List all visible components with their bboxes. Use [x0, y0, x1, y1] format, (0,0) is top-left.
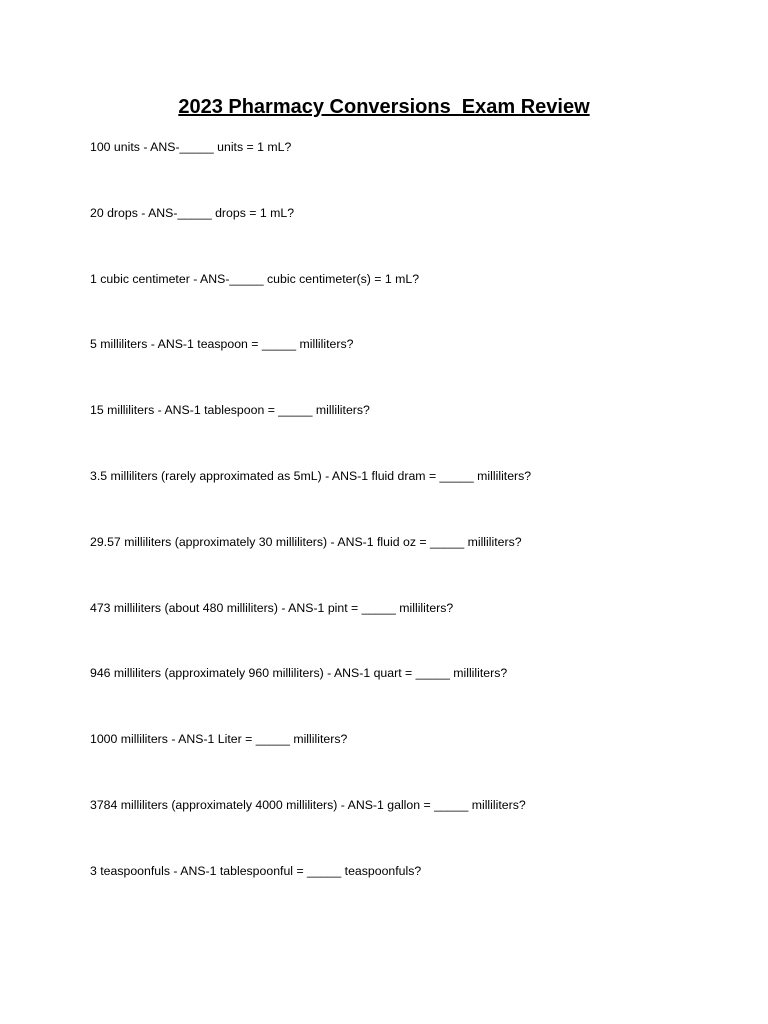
question-item-7: 29.57 milliliters (approximately 30 milliliters) - ANS-1 fluid oz = _____ milliliters? [90, 534, 522, 549]
question-list [90, 137, 730, 927]
question-item-11: 3784 milliliters (approximately 4000 milliliters) - ANS-1 gallon = _____ milliliters? [90, 797, 526, 812]
page-title: 2023 Pharmacy Conversions Exam Review [178, 96, 590, 118]
question-item-5: 15 milliliters - ANS-1 tablespoon = _____ milliliters? [90, 403, 370, 418]
question-item-3: 1 cubic centimeter - ANS-_____ cubic centimeter(s) = 1 mL? [90, 271, 420, 286]
question-item-1: 100 units - ANS-_____ units = 1 mL? [90, 140, 292, 154]
question-item-9: 946 milliliters (approximately 960 milliliters) - ANS-1 quart = _____ milliliters? [90, 666, 508, 681]
question-item-10: 1000 milliliters - ANS-1 Liter = _____ milliliters? [90, 732, 348, 747]
question-item-4: 5 milliliters - ANS-1 teaspoon = _____ milliliters? [90, 337, 354, 352]
question-item-8: 473 milliliters (about 480 milliliters) - ANS-1 pint = _____ milliliters? [90, 600, 454, 615]
question-item-6: 3.5 milliliters (rarely approximated as 5mL) - ANS-1 fluid dram = _____ milliliters? [90, 468, 532, 483]
question-item-2: 20 drops - ANS-_____ drops = 1 mL? [90, 205, 295, 220]
question-item-12: 3 teaspoonfuls - ANS-1 tablespoonful = _____ teaspoonfuls? [90, 863, 422, 878]
